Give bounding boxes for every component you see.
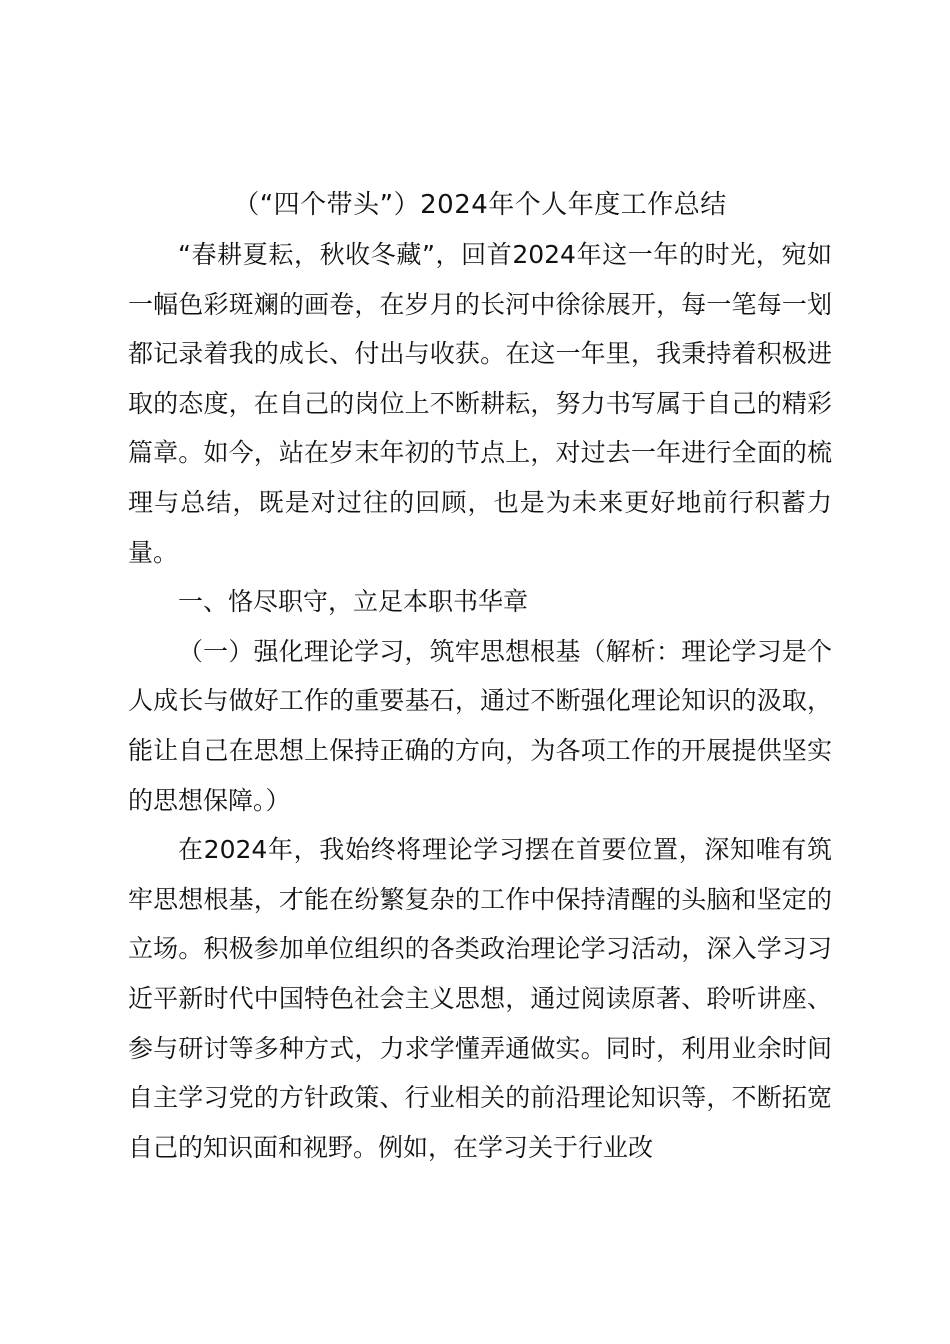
subsection-heading: （一）强化理论学习，筑牢思想根基（解析：理论学习是个人成长与做好工作的重要基石，通过不断强化理论知识的汲取，能让自己在思想上保持正确的方向，为各项工作的开展提供坚实的思想保障。）	[128, 636, 832, 815]
document-body	[128, 230, 832, 1172]
section-heading: 一、恪尽职守，立足本职书华章	[178, 587, 529, 617]
body-paragraph: 在2024年，我始终将理论学习摆在首要位置，深知唯有筑牢思想根基，才能在纷繁复杂的工作中保持清醒的头脑和坚定的立场。积极参加单位组织的各类政治理论学习活动，深入学习习近平新时代中国特色社会主义思想，通过阅读原著、聆听讲座、参与研讨等多种方式，力求学懂弄通做实。同时，利用业余时间自主学习党的方针政策、行业相关的前沿理论知识等，不断拓宽自己的知识面和视野。例如，在学习关于行业改	[128, 835, 832, 1162]
intro-paragraph: “春耕夏耘，秋收冬藏”，回首2024年这一年的时光，宛如一幅色彩斑斓的画卷，在岁月的长河中徐徐展开，每一笔每一划都记录着我的成长、付出与收获。在这一年里，我秉持着积极进取的态度，在自己的岗位上不断耕耘，努力书写属于自己的精彩篇章。如今，站在岁末年初的节点上，对过去一年进行全面的梳理与总结，既是对过往的回顾，也是为未来更好地前行积蓄力量。	[128, 240, 832, 567]
document-title: （“四个带头”）2024年个人年度工作总结	[233, 190, 727, 220]
